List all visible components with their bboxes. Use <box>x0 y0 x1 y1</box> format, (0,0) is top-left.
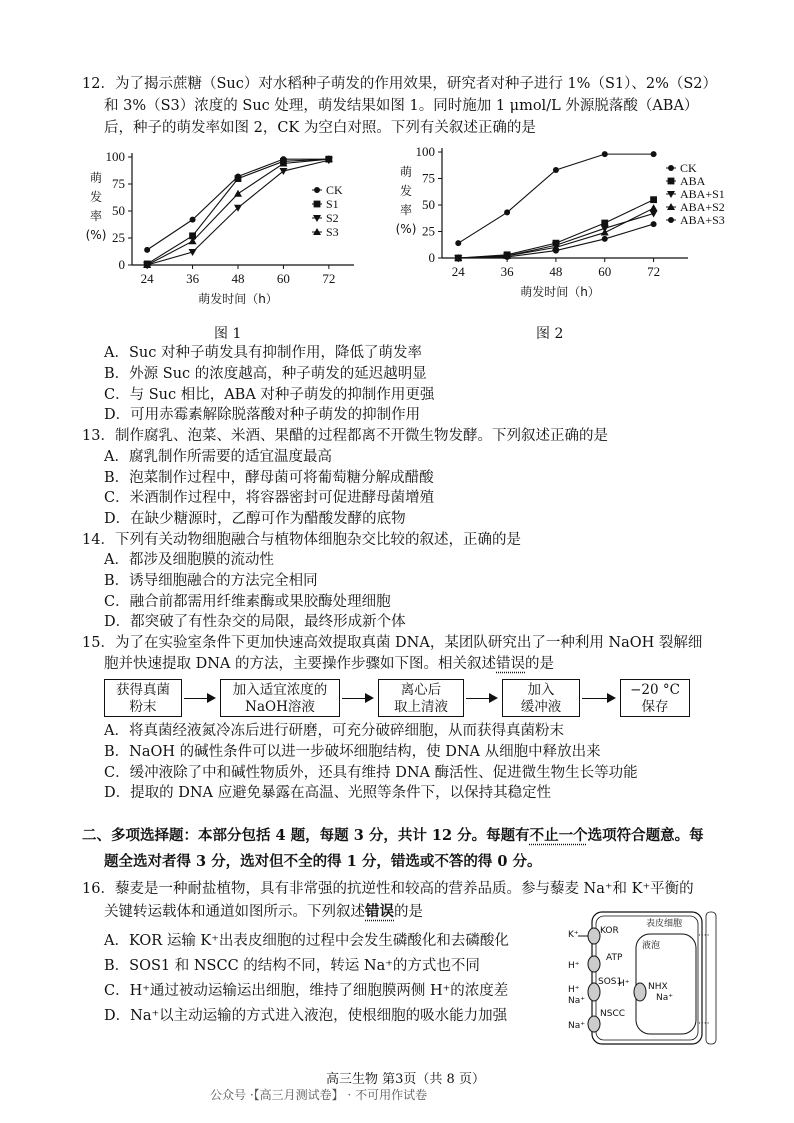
y-axis-label: 发 <box>89 190 103 204</box>
fig1-caption: 图 1 <box>214 326 242 342</box>
q16-option-b: B．SOS1 和 NSCC 的结构不同，转运 Na⁺的方式也不同 <box>104 958 480 974</box>
chart-figure-1 <box>80 140 380 320</box>
q15-option-b: B．NaOH 的碱性条件可以进一步破坏细胞结构，使 DNA 从细胞中释放出来 <box>104 744 601 760</box>
flow-arrow-1 <box>184 698 214 699</box>
q12-stem-line3: 后，种子的萌发率如图 2，CK 为空白对照。下列有关叙述正确的是 <box>104 120 536 136</box>
flow-step-4 <box>502 679 580 717</box>
q15-stem-line1: 15．为了在实验室条件下更加快速高效提取真菌 DNA，某团队研究出了一种利用 NaOH 裂解细 <box>82 635 703 651</box>
flow-arrow-2 <box>342 698 372 699</box>
flow-step-5-l1: −20 °C <box>630 682 680 698</box>
section2-heading-line2: 题全选对者得 3 分，选对但不全的得 1 分，错选或不答的得 0 分。 <box>104 853 542 870</box>
h-ion-1: H⁺ <box>568 961 580 971</box>
flow-step-2-l1: 加入适宜浓度的 <box>232 682 328 698</box>
nhx-label: NHX <box>648 982 668 992</box>
legend-label-S3: S3 <box>326 225 339 239</box>
q14-option-b: B．诱导细胞融合的方法完全相同 <box>104 573 318 589</box>
data-point-CK <box>504 209 510 215</box>
flow-step-1 <box>104 679 182 717</box>
legend-label-ABA+S2: ABA+S2 <box>680 200 725 214</box>
flow-step-4-l1: 加入 <box>527 682 555 698</box>
q13-option-d: D．在缺少糖源时，乙醇可作为醋酸发酵的底物 <box>104 511 406 527</box>
q15-option-a: A．将真菌经液氮冷冻后进行研磨，可充分破碎细胞，从而获得真菌粉末 <box>104 723 564 739</box>
series-line-CK <box>147 159 329 250</box>
kor-label: KOR <box>600 926 619 936</box>
nscc-channel <box>588 1016 600 1032</box>
dots-1: ···· <box>698 931 710 941</box>
y-axis-label: 发 <box>399 184 413 198</box>
y-tick-label: 100 <box>415 144 435 159</box>
y-tick-label: 50 <box>112 203 125 218</box>
data-point-ABA+S3 <box>504 254 510 260</box>
flow-step-4-l2: 缓冲液 <box>520 699 562 715</box>
h-ion-3: H⁺ <box>618 979 630 989</box>
flow-step-1-l1: 获得真菌 <box>116 682 170 698</box>
chart-figure-2 <box>390 138 730 320</box>
fig2-caption: 图 2 <box>536 326 564 342</box>
legend-label-ABA+S3: ABA+S3 <box>680 213 725 227</box>
flow-step-3-l2: 取上清液 <box>394 699 448 715</box>
q15-option-c: C．缓冲液除了中和碱性物质外，还具有维持 DNA 酶活性、促进微生物生长等功能 <box>104 765 638 781</box>
q12-stem-line2: 和 3%（S3）浓度的 Suc 处理，萌发结果如图 1。同时施加 1 μmol/L 外源脱落酸（ABA） <box>104 98 699 114</box>
section2-emphasis: 不止一个 <box>529 827 588 844</box>
q15-emphasis: 错误 <box>496 656 526 672</box>
flow-step-5 <box>620 679 690 717</box>
q15-stem-line2 <box>104 654 554 674</box>
x-tick-label: 60 <box>276 271 290 286</box>
y-axis-label: 率 <box>89 209 103 223</box>
x-tick-label: 72 <box>647 264 661 279</box>
h-pump <box>588 956 600 972</box>
footer-cut-text: 公众号 ·【高三月测试卷】 · 不可用作试卷 <box>210 1088 428 1102</box>
data-point-CK <box>651 151 657 157</box>
x-axis-label: 萌发时间（h） <box>520 285 600 299</box>
q12-option-d: D．可用赤霉素解除脱落酸对种子萌发的抑制作用 <box>104 407 421 423</box>
y-tick-label: 100 <box>105 149 125 164</box>
y-tick-label: 0 <box>428 250 435 265</box>
data-point-CK <box>144 247 150 253</box>
data-point-CK <box>190 217 196 223</box>
y-tick-label: 25 <box>422 223 435 239</box>
y-axis-label: 萌 <box>399 165 413 179</box>
flow-step-2-l2: NaOH溶液 <box>245 699 315 715</box>
kor-channel <box>588 928 600 944</box>
flow-arrow-3 <box>466 698 496 699</box>
q14-stem: 14．下列有关动物细胞融合与植物体细胞杂交比较的叙述，正确的是 <box>82 532 521 548</box>
atp-label: ATP <box>606 953 623 963</box>
x-axis-label: 萌发时间（h） <box>198 292 278 306</box>
legend-marker-CK <box>668 165 674 171</box>
q13-stem: 13．制作腐乳、泡菜、米酒、果醋的过程都离不开微生物发酵。下列叙述正确的是 <box>82 428 608 444</box>
q15-stem-text: 胞并快速提取 DNA 的方法，主要操作步骤如下图。相关叙述 <box>104 656 497 672</box>
legend-label-CK: CK <box>326 183 343 197</box>
data-point-ABA <box>650 196 657 203</box>
vacuole-label: 液泡 <box>642 941 661 951</box>
data-point-CK <box>553 167 559 173</box>
x-tick-label: 48 <box>231 271 245 286</box>
q13-option-b: B．泡菜制作过程中，酵母菌可将葡萄糖分解成醋酸 <box>104 470 434 486</box>
flow-step-2 <box>220 679 340 717</box>
section2-text-b: 选项符合题意。每 <box>587 827 704 844</box>
legend-marker-ABA <box>668 178 675 185</box>
section2-text-a: 二、多项选择题：本部分包括 4 题，每题 3 分，共计 12 分。每题有 <box>82 827 530 844</box>
q16-stem-line2 <box>104 902 423 922</box>
cell-label: 表皮细胞 <box>646 919 683 929</box>
y-axis-label: 萌 <box>89 171 103 185</box>
x-tick-label: 36 <box>500 264 514 279</box>
data-point-CK <box>602 151 608 157</box>
legend-label-ABA: ABA <box>680 174 706 188</box>
q14-option-c: C．融合前都需用纤维素酶或果胶酶处理细胞 <box>104 594 391 610</box>
q16-option-c: C．H⁺通过被动运输运出细胞，维持了细胞膜两侧 H⁺的浓度差 <box>104 983 509 999</box>
q13-option-a: A．腐乳制作所需要的适宜温度最高 <box>104 449 332 465</box>
q16-option-d: D．Na⁺以主动运输的方式进入液泡，使根细胞的吸水能力加强 <box>104 1008 508 1024</box>
x-tick-label: 60 <box>598 264 612 279</box>
data-point-ABA+S3 <box>651 221 657 227</box>
data-point-CK <box>455 240 461 246</box>
y-axis-label: (%) <box>85 228 107 242</box>
y-tick-label: 50 <box>422 197 435 212</box>
q16-stem-end: 的是 <box>394 904 423 920</box>
q16-option-a: A．KOR 运输 K⁺出表皮细胞的过程中会发生磷酸化和去磷酸化 <box>104 933 509 949</box>
q12-option-c: C．与 Suc 相比，ABA 对种子萌发的抑制作用更强 <box>104 387 435 403</box>
legend-label-S2: S2 <box>326 211 339 225</box>
q13-option-c: C．米酒制作过程中，将容器密封可促进酵母菌增殖 <box>104 490 435 506</box>
q16-emphasis: 错误 <box>365 903 394 920</box>
section2-heading-line1 <box>82 826 704 846</box>
q12-option-a: A．Suc 对种子萌发具有抑制作用，降低了萌发率 <box>104 345 422 361</box>
legend-label-ABA+S1: ABA+S1 <box>680 187 725 201</box>
data-point-ABA+S3 <box>602 236 608 242</box>
data-point-S3 <box>234 190 242 197</box>
y-axis-label: (%) <box>395 222 417 236</box>
sos1-label: SOS1 <box>598 977 623 987</box>
cell-transport-diagram <box>548 906 720 1052</box>
y-tick-label: 0 <box>118 257 125 272</box>
h-ion-2: H⁺ <box>568 985 580 995</box>
y-tick-label: 25 <box>112 230 125 245</box>
q15-option-d: D．提取的 DNA 应避免暴露在高温、光照等条件下，以保持其稳定性 <box>104 785 552 801</box>
na-ion-1: Na⁺ <box>568 996 585 1006</box>
q16-stem-line1: 16．藜麦是一种耐盐植物，具有非常强的抗逆性和较高的营养品质。参与藜麦 Na⁺和 K⁺平衡的 <box>82 881 694 897</box>
data-point-ABA+S3 <box>553 248 559 254</box>
nhx-channel <box>634 983 646 1001</box>
y-tick-label: 75 <box>422 170 435 186</box>
data-point-S1 <box>235 175 242 182</box>
flow-step-5-l2: 保存 <box>641 699 669 715</box>
x-tick-label: 24 <box>140 271 154 286</box>
data-point-ABA+S3 <box>455 255 461 261</box>
legend-marker-ABA+S3 <box>668 217 674 223</box>
x-tick-label: 48 <box>549 264 563 279</box>
dots-2: ···· <box>698 1019 710 1029</box>
legend-marker-CK <box>314 187 320 193</box>
legend-marker-S1 <box>314 201 321 208</box>
k-ion: K⁺ <box>568 930 579 940</box>
q16-stem-text: 关键转运载体和通道如图所示。下列叙述 <box>104 904 365 920</box>
q12-option-b: B．外源 Suc 的浓度越高，种子萌发的延迟越明显 <box>104 366 427 382</box>
q15-stem-end: 的是 <box>525 656 555 672</box>
na-ion-3: Na⁺ <box>568 1021 585 1031</box>
flow-step-1-l2: 粉末 <box>129 699 157 715</box>
q12-stem-line1: 12．为了揭示蔗糖（Suc）对水稻种子萌发的作用效果，研究者对种子进行 1%（S1）、2%（S2） <box>82 76 718 92</box>
page-footer: 高三生物 第3页（共 8 页） <box>326 1072 485 1087</box>
y-axis-label: 率 <box>399 203 413 217</box>
data-point-ABA+S2 <box>650 204 658 211</box>
na-ion-2: Na⁺ <box>656 993 673 1003</box>
x-tick-label: 36 <box>186 271 200 286</box>
flow-step-3 <box>378 679 464 717</box>
legend-label-S1: S1 <box>326 197 339 211</box>
q14-option-a: A．都涉及细胞膜的流动性 <box>104 552 274 568</box>
flow-arrow-4 <box>582 698 614 699</box>
x-tick-label: 72 <box>322 271 336 286</box>
flow-step-3-l1: 离心后 <box>400 682 442 698</box>
q14-option-d: D．都突破了有性杂交的局限，最终形成新个体 <box>104 614 406 630</box>
y-tick-label: 75 <box>112 176 125 191</box>
legend-label-CK: CK <box>680 161 697 175</box>
nscc-label: NSCC <box>600 1009 626 1019</box>
x-tick-label: 24 <box>451 264 465 279</box>
